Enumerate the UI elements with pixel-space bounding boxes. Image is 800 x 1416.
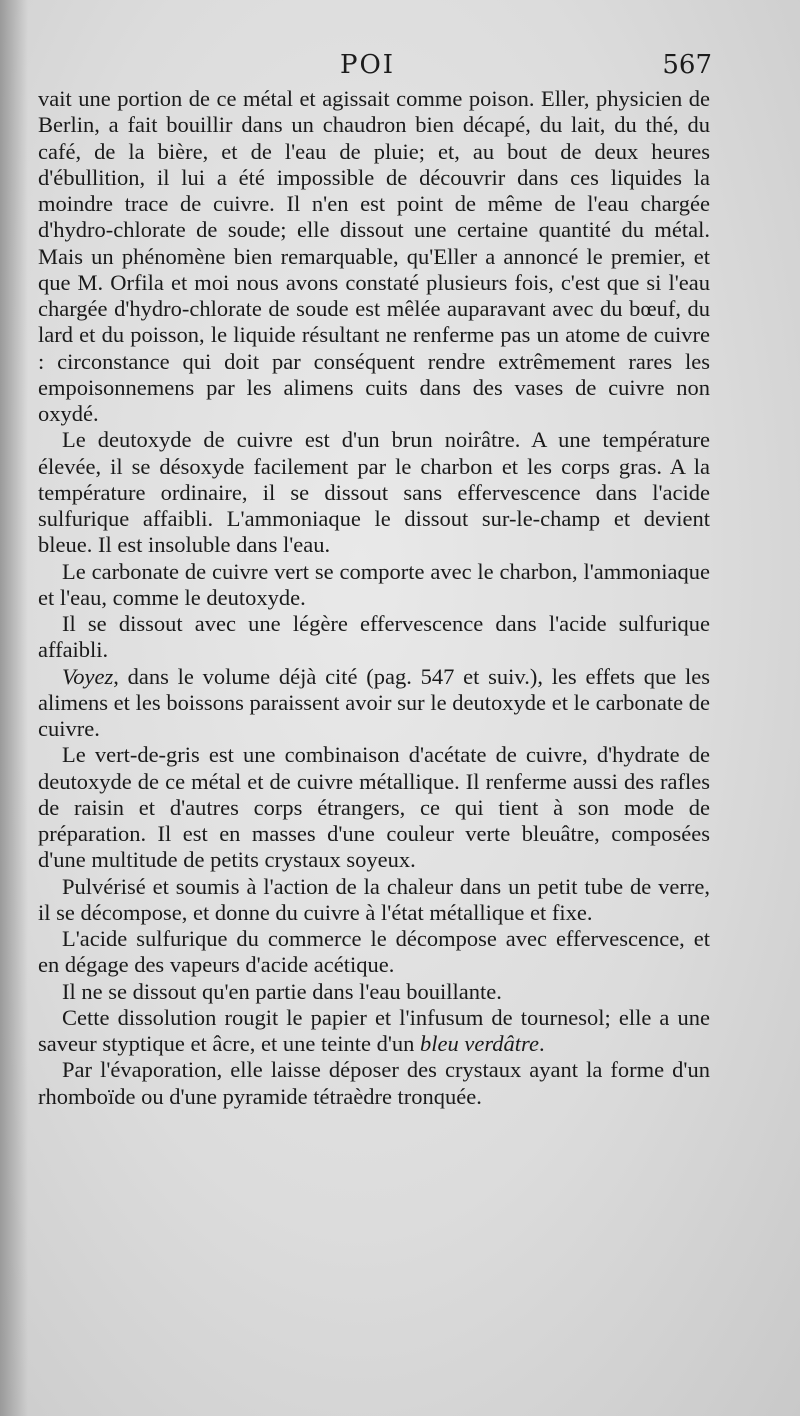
paragraph-10-end: . [538,1031,545,1056]
paragraph-5-italic-lead: Voyez [62,663,114,689]
paragraph-10-text: Cette dissolution rougit le papier et l'infusum de tournesol; elle a une saveur styptique et âcre, et une teinte d'un [38,1004,710,1056]
paragraph-7: Pulvérisé et soumis à l'action de la chaleur dans un petit tube de verre, il se décompose, et donne du cuivre à l'état métallique et fixe. [38,873,710,925]
page-header [40,50,712,86]
running-head: POI [340,50,396,80]
paragraph-10-italic-tail: bleu verdâtre [420,1031,539,1056]
paragraph-2: Le deutoxyde de cuivre est d'un brun noirâtre. A une température élevée, il se désoxyde facilement par le charbon et les corps gras. A la température ordinaire, il se dissout sans effervescence dans l'acide sulfurique affaibli. L'ammoniaque le dissout sur-le-champ et devient bleue. Il est insoluble dans l'eau. [38,427,710,558]
paragraph-9: Il ne se dissout qu'en partie dans l'eau bouillante. [62,978,502,1004]
paragraph-3: Le carbonate de cuivre vert se comporte avec le charbon, l'ammoniaque et l'eau, comme le deutoxyde. [38,558,710,610]
paragraph-10 [38,1005,710,1058]
paragraph-4: Il se dissout avec une légère effervescence dans l'acide sulfurique affaibli. [38,611,710,663]
paragraph-5-text: , dans le volume déjà cité (pag. 547 et suiv.), les effets que les alimens et les boissons paraissent avoir sur le deutoxyde et le carbonate de cuivre. [38,663,710,741]
paragraph-1: vait une portion de ce métal et agissait comme poison. Eller, physicien de Berlin, a fait bouillir dans un chaudron bien décapé, du lait, du thé, du café, de la bière, et de l'eau de pluie; et, au bout de deux heures d'ébullition, il lui a été impossible de découvrir dans ces liquides la moindre trace de cuivre. Il n'en est point de même de l'eau chargée d'hydro-chlorate de soude; elle dissout une certaine quantité du métal. Mais un phénomène bien remarquable, qu'Eller a annoncé le premier, et que M. Orfila et moi nous avons constaté plusieurs fois, c'est que si l'eau chargée d'hydro-chlorate de soude est mêlée auparavant avec du bœuf, du lard et du poisson, le liquide résultant ne renferme pas un atome de cuivre : circonstance qui doit par conséquent rendre extrêmement rares les empoisonnemens par les alimens cuits dans des vases de cuivre non oxydé. [38,86,710,426]
paragraph-8: L'acide sulfurique du commerce le décompose avec effervescence, et en dégage des vapeurs d'acide acétique. [38,926,710,978]
body-text [38,86,710,1110]
paragraph-6: Le vert-de-gris est une combinaison d'acétate de cuivre, d'hydrate de deutoxyde de ce métal et de cuivre métallique. Il renferme aussi des rafles de raisin et d'autres corps étrangers, ce qui tient à son mode de préparation. Il est en masses d'une couleur verte bleuâtre, composées d'une multitude de petits crystaux soyeux. [38,742,710,873]
paragraph-5 [38,664,710,743]
page-number: 567 [662,50,712,80]
paragraph-11: Par l'évaporation, elle laisse déposer des crystaux ayant la forme d'un rhomboïde ou d'une pyramide tétraèdre tronquée. [38,1057,710,1109]
